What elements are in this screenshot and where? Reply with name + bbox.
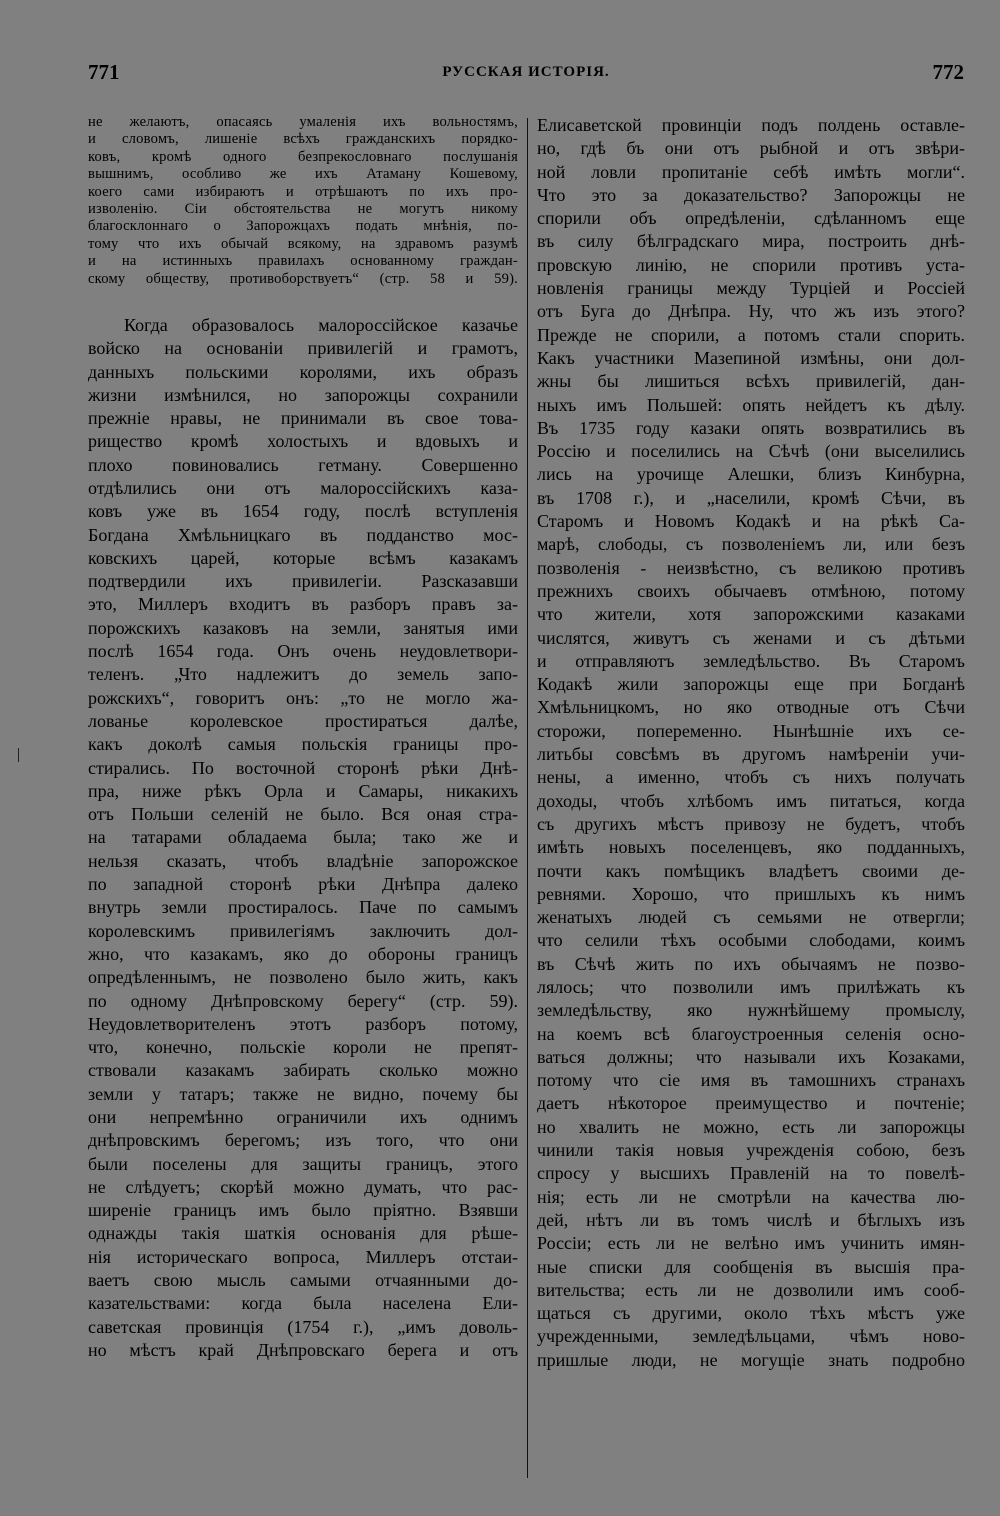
text-line: нельзя сказать, чтобъ владѣніе запорожское (88, 850, 518, 871)
text-line: стирались. По восточной сторонѣ рѣки Днѣ- (88, 757, 518, 778)
text-line: чинили такія новыя учрежденія собою, безъ (537, 1140, 965, 1161)
text-line: числятся, живутъ съ женами и съ дѣтьми (537, 627, 965, 648)
text-line: учрежденными, земледѣльцами, чѣмъ ново- (537, 1326, 965, 1347)
text-line: съ другихъ мѣстъ привозу не будетъ, чтобъ (537, 813, 965, 834)
text-line: ревнями. Хорошо, что пришлыхъ къ нимъ (537, 883, 965, 904)
text-line: войско на основаніи привилегій и грамотъ, (88, 338, 518, 359)
text-line: не желаютъ, опасаясь умаленія ихъ вольностямъ, (88, 114, 518, 130)
text-line: лись на урочище Алешки, близъ Кинбурна, (537, 464, 965, 485)
text-line: Что это за доказательство? Запорожцы не (537, 184, 965, 205)
text-line: были поселены для защиты границъ, этого (88, 1153, 518, 1174)
text-line: Въ 1735 году казаки опять возвратились въ (537, 417, 965, 438)
text-line: жизни измѣнился, но запорожцы сохранили (88, 384, 518, 405)
text-line: благосклоннаго о Запорожцахъ подать мнѣнія, по- (88, 218, 518, 235)
text-line: ваться должны; что называли ихъ Козаками, (537, 1046, 965, 1067)
text-line: данныхъ польскими королями, ихъ образъ (88, 361, 518, 382)
text-line: саветская провинція (1754 г.), „имъ доволь- (88, 1316, 518, 1337)
text-line: ной ловли пропитаніе себѣ имѣть могли“. (537, 161, 965, 182)
text-line: днѣпровскимъ берегомъ; изъ того, что они (88, 1130, 518, 1151)
text-line: опредѣленнымъ, не позволено было жить, какъ (88, 967, 518, 988)
text-line: Россію и поселились на Сѣчѣ (они выселились (537, 441, 965, 462)
running-title: РУССКАЯ ИСТОРІЯ. (442, 64, 610, 80)
text-line: Прежде не спорили, а потомъ стали спорить. (537, 324, 965, 345)
text-line: Богдана Хмѣльницкаго въ подданство мос- (88, 524, 518, 545)
text-line: въ силу бѣлградскаго мира, построить днѣ- (537, 231, 965, 252)
text-line: и на истинныхъ правилахъ основанному граждан- (88, 253, 518, 270)
text-line: Неудовлетворителенъ этотъ разборъ потому, (88, 1013, 518, 1034)
right-body-block (537, 114, 965, 1372)
page-number-right: 772 (932, 60, 964, 84)
text-line: плохо повиновались гетману. Совершенно (88, 454, 518, 475)
text-line: Старомъ и Новомъ Кодакѣ и на рѣкѣ Са- (537, 511, 965, 532)
left-quote-block (88, 114, 518, 288)
text-line: сторожи, попеременно. Нынѣшніе ихъ се- (537, 720, 965, 741)
left-body-block (88, 314, 518, 1362)
text-line: скому обществу, противоборствуетъ“ (стр. 58 и 59). (88, 270, 518, 287)
page-header (88, 60, 964, 90)
text-line: въ Сѣчѣ жить по ихъ обычаямъ не позво- (537, 953, 965, 974)
text-line: жно, что казакамъ, яко до обороны границъ (88, 943, 518, 964)
text-line: какъ доколѣ самыя польскія границы про- (88, 734, 518, 755)
text-line: но хвалить не можно, есть ли запорожцы (537, 1116, 965, 1137)
text-line: въ 1708 г.), и „населили, кромѣ Сѣчи, въ (537, 487, 965, 508)
text-line: провскую линію, не спорили противъ уста- (537, 254, 965, 275)
text-line: лованье королевское простираться далѣе, (88, 710, 518, 731)
text-line: ваетъ свою мысль самыми отчаянными до- (88, 1270, 518, 1291)
text-line: потому что сіе имя въ тамошнихъ странахъ (537, 1070, 965, 1091)
text-line: рищество кромѣ холостыхъ и вдовыхъ и (88, 431, 518, 452)
text-line: женатыхъ людей съ семьями не отвергли; (537, 907, 965, 928)
text-line: отдѣлились они отъ малороссійскихъ каза- (88, 477, 518, 498)
text-line: отъ Буга до Днѣпра. Ну, что жъ изъ этого? (537, 301, 965, 322)
text-line: изволенію. Сіи обстоятельства не могутъ никому (88, 200, 518, 217)
page-number-left: 771 (88, 60, 120, 84)
text-line: но, гдѣ бъ они отъ рыбной и отъ звѣри- (537, 138, 965, 159)
text-line: Кодакѣ жили запорожцы еще при Богданѣ (537, 674, 965, 695)
text-line: жны бы лишиться всѣхъ привилегій, дан- (537, 371, 965, 392)
text-line: лялось; что позволили имъ прилѣжать къ (537, 976, 965, 997)
text-line: на татарами обладаема была; тако же и (88, 827, 518, 848)
text-line: Какъ участники Мазепиной измѣны, они дол- (537, 347, 965, 368)
text-line: земледѣльству, яко нужнѣйшему промыслу, (537, 1000, 965, 1021)
text-line: не слѣдуетъ; скорѣй можно думать, что рас- (88, 1176, 518, 1197)
text-line: щаться съ другими, около тѣхъ мѣстъ уже (537, 1303, 965, 1324)
text-line: пришлые люди, не могущіе знать подробно (537, 1349, 965, 1370)
text-line: тому что ихъ обычай всякому, на здравомъ разумѣ (88, 235, 518, 252)
text-line: доходы, чтобъ хлѣбомъ имъ питаться, когда (537, 790, 965, 811)
text-line: королевскимъ привилегіямъ заключить дол- (88, 920, 518, 941)
text-line: что жители, хотя запорожскими казаками (537, 604, 965, 625)
text-line: нія; есть ли не смотрѣли на качества лю- (537, 1186, 965, 1207)
text-line: Россіи; есть ли не велѣно имъ учинить имян- (537, 1233, 965, 1254)
text-line: на коемъ всѣ благоустроенныя селенія осно- (537, 1023, 965, 1044)
text-line: земли у татаръ; также не видно, почему бы (88, 1083, 518, 1104)
margin-mark (18, 748, 19, 762)
text-line: ные списки для сообщенія въ высшія пра- (537, 1256, 965, 1277)
text-line: ныхъ имъ Польшей: опять нейдетъ къ дѣлу. (537, 394, 965, 415)
text-line: что селили тѣхъ особыми слободами, коимъ (537, 930, 965, 951)
text-line: казательствами: когда была населена Ели- (88, 1293, 518, 1314)
text-line: по западной сторонѣ рѣки Днѣпра далеко (88, 874, 518, 895)
text-line: пра, ниже рѣкъ Орла и Самары, никакихъ (88, 780, 518, 801)
text-line: Хмѣльницкомъ, но яко отводные отъ Сѣчи (537, 697, 965, 718)
text-line: теленъ. „Что надлежитъ до земель запо- (88, 664, 518, 685)
right-column (537, 114, 965, 1372)
text-line: ковъ, кромѣ одного безпрекословнаго послушанія (88, 148, 518, 165)
text-line: послѣ 1654 года. Онъ очень неудовлетвори- (88, 641, 518, 662)
text-line: вышнимъ, особливо же ихъ Атаману Кошевому, (88, 166, 518, 183)
text-line: Когда образовалось малороссійское казачье (124, 314, 518, 335)
paragraph-gap (88, 288, 518, 314)
text-line: имѣть новыхъ поселенцевъ, яко подданныхъ, (537, 837, 965, 858)
text-line: и словомъ, лишеніе всѣхъ гражданскихъ порядко- (88, 131, 518, 148)
column-divider (527, 118, 528, 1478)
text-line: это, Миллеръ входитъ въ разборъ правъ за- (88, 594, 518, 615)
text-line: вительства; есть ли не дозволили имъ сооб- (537, 1279, 965, 1300)
text-line: прежніе нравы, не принимали въ свое това- (88, 408, 518, 429)
text-line: отъ Польши селеній не было. Вся оная стра- (88, 804, 518, 825)
text-line: нены, а именно, чтобъ съ нихъ получать (537, 767, 965, 788)
text-line: ширеніе границъ имъ было пріятно. Взявши (88, 1200, 518, 1221)
text-line: ствовали казакамъ забирать сколько можно (88, 1060, 518, 1081)
left-column (88, 114, 518, 1362)
text-line: спросу у высшихъ Правленій на то повелѣ- (537, 1163, 965, 1184)
text-line: но мѣстъ край Днѣпровскаго берега и отъ (88, 1339, 518, 1360)
text-line: ковъ уже въ 1654 году, послѣ вступленія (88, 501, 518, 522)
text-line: рожскихъ“, говоритъ онъ: „то не могло жа- (88, 687, 518, 708)
text-line: прежнихъ своихъ обычаевъ отмѣною, потому (537, 580, 965, 601)
text-line: спорили объ опредѣленіи, сдѣланномъ еще (537, 208, 965, 229)
text-line: позволенія - неизвѣстно, съ великою противъ (537, 557, 965, 578)
text-line: даетъ нѣкоторое преимущество и почтеніе; (537, 1093, 965, 1114)
text-line: новленія границы между Турціей и Россіей (537, 278, 965, 299)
text-line: подтвердили ихъ привилегіи. Разсказавши (88, 571, 518, 592)
text-line: что, конечно, польскіе короли не препят- (88, 1037, 518, 1058)
text-line: почти какъ помѣщикъ владѣетъ своими де- (537, 860, 965, 881)
text-line: и отправляютъ земледѣльство. Въ Старомъ (537, 650, 965, 671)
text-line: ковскихъ царей, которые всѣмъ казакамъ (88, 547, 518, 568)
text-line: порожскихъ казаковъ на земли, занятыя ими (88, 617, 518, 638)
text-line: внутрь земли простиралось. Паче по самымъ (88, 897, 518, 918)
text-line: нія историческаго вопроса, Миллеръ отстаи- (88, 1246, 518, 1267)
text-line: литьбы совсѣмъ въ другомъ намѣреніи учи- (537, 744, 965, 765)
text-line: однажды такія шаткія основанія для рѣше- (88, 1223, 518, 1244)
text-line: по одному Днѣпровскому берегу“ (стр. 59). (88, 990, 518, 1011)
text-line: они непремѣнно ограничили ихъ однимъ (88, 1107, 518, 1127)
text-line: Елисаветской провинціи подъ полдень оставле- (537, 115, 965, 135)
text-line: дей, нѣтъ ли въ томъ числѣ и бѣглыхъ изъ (537, 1209, 965, 1230)
text-line: марѣ, слободы, съ позволеніемъ ли, или безъ (537, 534, 965, 555)
text-line: коего сами избираютъ и отрѣшаютъ по ихъ про- (88, 183, 518, 200)
